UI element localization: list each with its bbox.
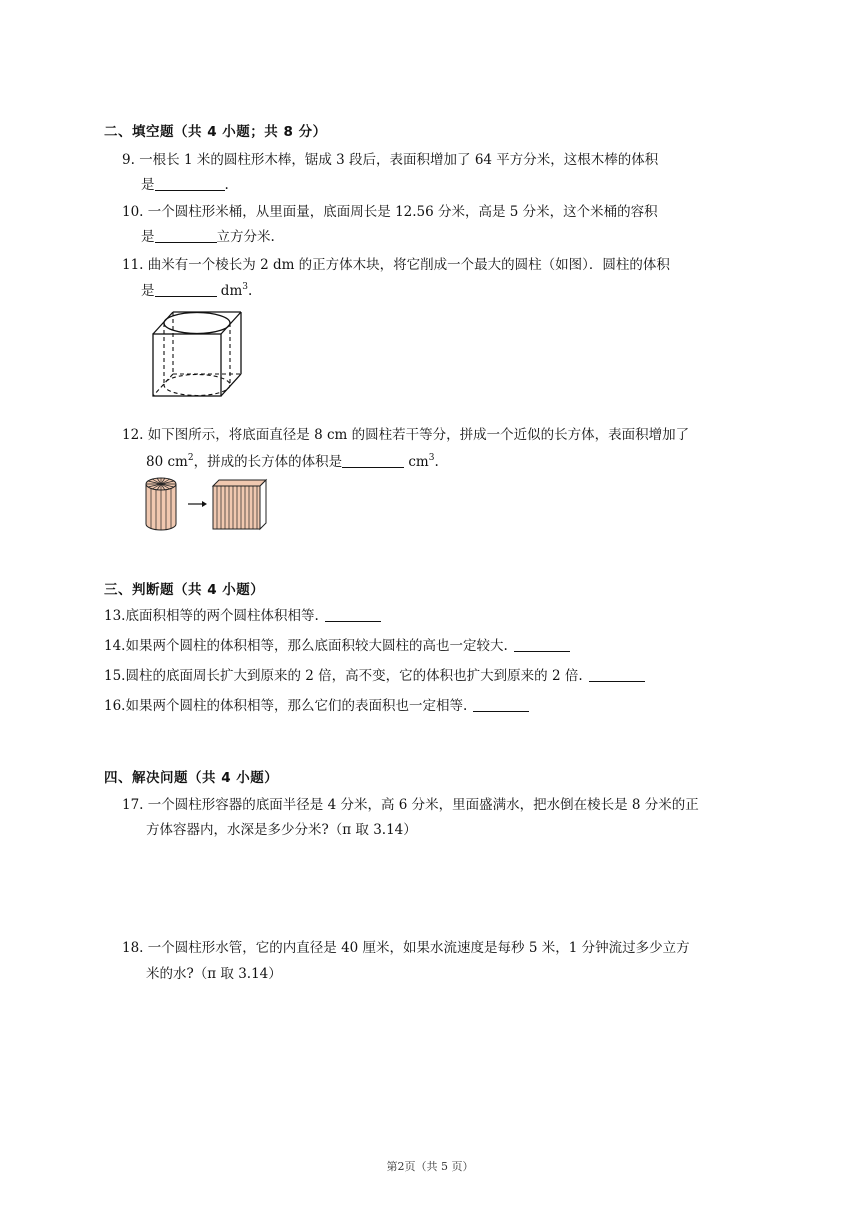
answer-blank[interactable] xyxy=(589,667,645,682)
question-text: . xyxy=(224,177,229,193)
question-10-line1 xyxy=(122,202,658,222)
answer-blank[interactable] xyxy=(473,697,529,712)
question-16 xyxy=(104,696,529,716)
question-text: 是 xyxy=(141,229,155,245)
cube-cylinder-figure xyxy=(148,308,248,400)
question-text: 一个圆柱形米桶，从里面量，底面周长是 12.56 分米，高是 5 分米，这个米桶的容积 xyxy=(147,204,658,220)
question-number: 18. xyxy=(122,940,144,956)
exponent: 3 xyxy=(242,282,248,292)
question-12-line1 xyxy=(122,425,689,445)
answer-blank[interactable] xyxy=(155,176,225,191)
answer-blank[interactable] xyxy=(342,453,404,468)
section-title-fill: 二、填空题（共 4 小题；共 8 分） xyxy=(104,124,327,140)
question-number: 16. xyxy=(104,698,126,714)
question-17-line1 xyxy=(122,795,699,815)
question-text: 80 cm xyxy=(146,454,188,470)
question-9-line1 xyxy=(122,150,658,170)
answer-blank[interactable] xyxy=(514,637,570,652)
question-text: 如下图所示，将底面直径是 8 cm 的圆柱若干等分，拼成一个近似的长方体，表面积增加了 xyxy=(147,427,690,443)
question-10-line2 xyxy=(141,227,275,247)
question-12-line2 xyxy=(146,452,439,472)
segmented-cylinder xyxy=(146,478,176,530)
cylinder-to-cuboid-figure xyxy=(144,476,274,534)
unit-text: dm xyxy=(220,283,243,299)
question-text: 如果两个圆柱的体积相等，那么它们的表面积也一定相等. xyxy=(125,698,468,714)
question-number: 10. xyxy=(122,204,144,220)
question-11-line1 xyxy=(122,255,670,275)
exponent: 2 xyxy=(187,453,194,463)
question-14 xyxy=(104,636,570,656)
question-text: . xyxy=(434,454,439,470)
question-text: 是 xyxy=(141,283,155,299)
unit-text: cm xyxy=(408,454,429,470)
question-number: 12. xyxy=(122,427,144,443)
arrow-right-icon xyxy=(188,501,207,507)
page-footer: 第2页（共 5 页） xyxy=(386,1160,474,1173)
exponent: 3 xyxy=(428,453,435,463)
answer-blank[interactable] xyxy=(155,228,217,243)
question-number: 13. xyxy=(104,608,126,624)
question-18-line1 xyxy=(122,938,690,958)
approximate-cuboid xyxy=(213,480,266,529)
question-number: 9. xyxy=(122,152,135,168)
question-text: 一个圆柱形水管，它的内直径是 40 厘米，如果水流速度是每秒 5 米，1 分钟流过多少立方 xyxy=(147,940,690,956)
question-text: 底面积相等的两个圆柱体积相等. xyxy=(125,608,319,624)
question-18-line2: 米的水?（π 取 3.14） xyxy=(146,966,282,982)
question-11-line2 xyxy=(141,281,252,301)
question-text: 一个圆柱形容器的底面半径是 4 分米，高 6 分米，里面盛满水，把水倒在棱长是 8 分米的正 xyxy=(147,797,699,813)
question-number: 14. xyxy=(104,638,126,654)
question-13 xyxy=(104,606,381,626)
question-15 xyxy=(104,666,645,686)
answer-blank[interactable] xyxy=(325,607,381,622)
question-text: 立方分米. xyxy=(216,229,275,245)
section-title-solve: 四、解决问题（共 4 小题） xyxy=(104,770,279,786)
section-title-judge: 三、判断题（共 4 小题） xyxy=(104,582,265,598)
question-9-line2 xyxy=(141,175,229,195)
question-number: 17. xyxy=(122,797,144,813)
question-text: ，拼成的长方体的体积是 xyxy=(193,454,343,470)
question-text: 曲米有一个棱长为 2 dm 的正方体木块，将它削成一个最大的圆柱（如图）．圆柱的体积 xyxy=(147,257,670,273)
question-text: 是 xyxy=(141,177,155,193)
question-text: 圆柱的底面周长扩大到原来的 2 倍，高不变，它的体积也扩大到原来的 2 倍. xyxy=(125,668,583,684)
question-17-line2: 方体容器内，水深是多少分米?（π 取 3.14） xyxy=(146,822,417,838)
question-text: 一根长 1 米的圆柱形木棒，锯成 3 段后，表面积增加了 64 平方分米，这根木棒的体积 xyxy=(139,152,659,168)
question-text: 如果两个圆柱的体积相等，那么底面积较大圆柱的高也一定较大. xyxy=(125,638,508,654)
question-number: 15. xyxy=(104,668,126,684)
question-text: . xyxy=(247,283,253,299)
question-number: 11. xyxy=(122,257,144,273)
answer-blank[interactable] xyxy=(155,282,217,297)
